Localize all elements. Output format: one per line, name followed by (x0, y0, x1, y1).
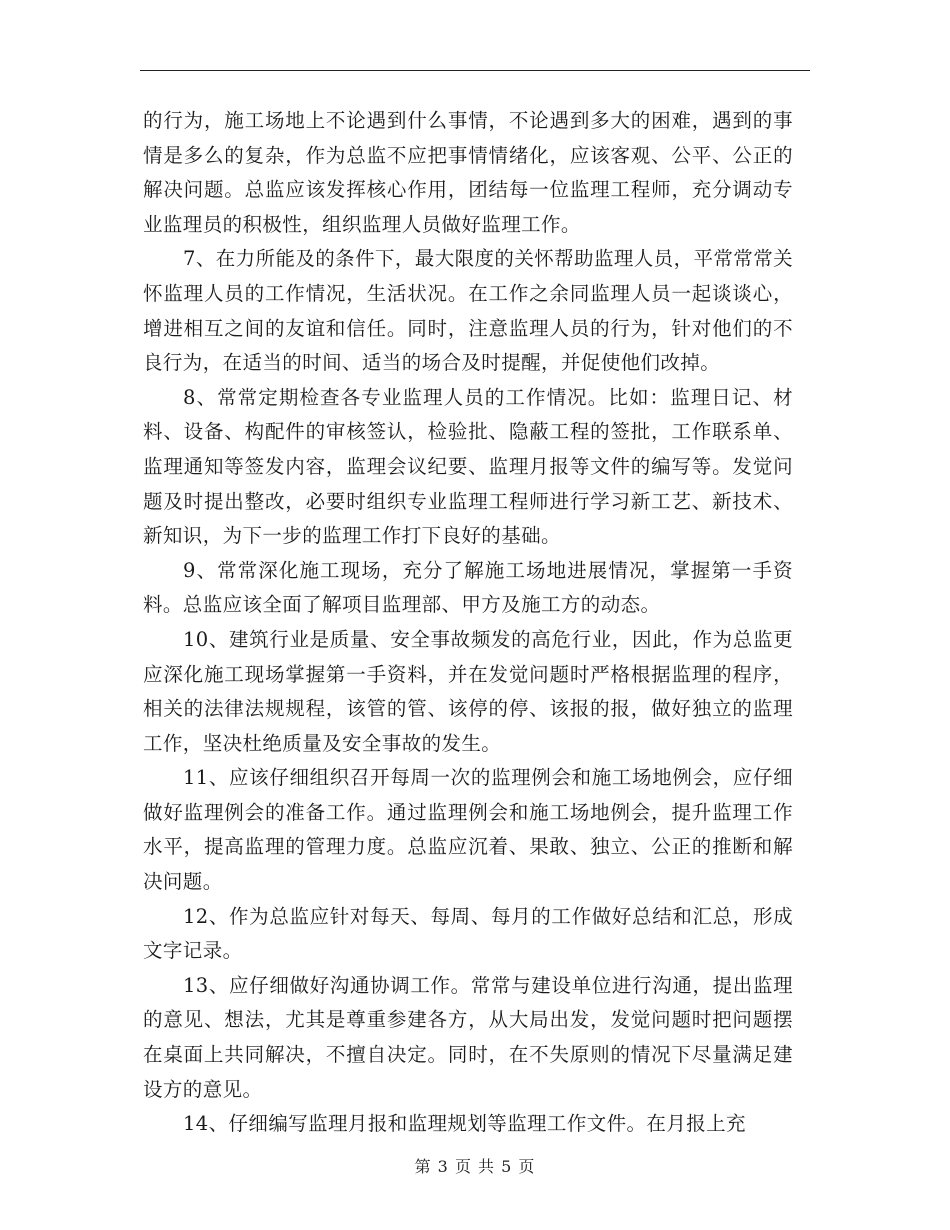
paragraph: 7、在力所能及的条件下，最大限度的关怀帮助监理人员，平常常常关怀监理人员的工作情况，生活状况。在工作之余同监理人员一起谈谈心，增进相互之间的友谊和信任。同时，注意监理人员的行为，针对他们的不良行为，在适当的时间、适当的场合及时提醒，并促使他们改掉。 (143, 247, 793, 375)
page-number-label: 第 3 页 共 5 页 (414, 1157, 536, 1176)
document-body (143, 104, 793, 1142)
header-rule (140, 70, 810, 71)
page-footer (0, 1154, 950, 1177)
paragraph: 13、应仔细做好沟通协调工作。常常与建设单位进行沟通，提出监理的意见、想法，尤其是尊重参建各方，从大局出发，发觉问题时把问题摆在桌面上共同解决，不擅自决定。同时，在不失原则的情况下尽量满足建设方的意见。 (143, 973, 793, 1101)
paragraph: 11、应该仔细组织召开每周一次的监理例会和施工场地例会，应仔细做好监理例会的准备工作。通过监理例会和施工场地例会，提升监理工作水平，提高监理的管理力度。总监应沉着、果敢、独立、公正的推断和解决问题。 (143, 766, 793, 894)
paragraph: 10、建筑行业是质量、安全事故频发的高危行业，因此，作为总监更应深化施工现场掌握第一手资料，并在发觉问题时严格根据监理的程序，相关的法律法规规程，该管的管、该停的停、该报的报，做好独立的监理工作，坚决杜绝质量及安全事故的发生。 (143, 627, 793, 755)
paragraph: 9、常常深化施工现场，充分了解施工场地进展情况，掌握第一手资料。总监应该全面了解项目监理部、甲方及施工方的动态。 (143, 558, 793, 617)
paragraph: 14、仔细编写监理月报和监理规划等监理工作文件。在月报上充 (183, 1112, 746, 1136)
paragraph: 8、常常定期检查各专业监理人员的工作情况。比如：监理日记、材料、设备、构配件的审核签认，检验批、隐蔽工程的签批，工作联系单、监理通知等签发内容，监理会议纪要、监理月报等文件的编写等。发觉问题及时提出整改，必要时组织专业监理工程师进行学习新工艺、新技术、新知识，为下一步的监理工作打下良好的基础。 (143, 385, 793, 548)
paragraph: 的行为，施工场地上不论遇到什么事情，不论遇到多大的困难，遇到的事情是多么的复杂，作为总监不应把事情情绪化，应该客观、公平、公正的解决问题。总监应该发挥核心作用，团结每一位监理工程师，充分调动专业监理员的积极性，组织监理人员做好监理工作。 (143, 109, 793, 236)
paragraph: 12、作为总监应针对每天、每周、每月的工作做好总结和汇总，形成文字记录。 (143, 904, 793, 963)
